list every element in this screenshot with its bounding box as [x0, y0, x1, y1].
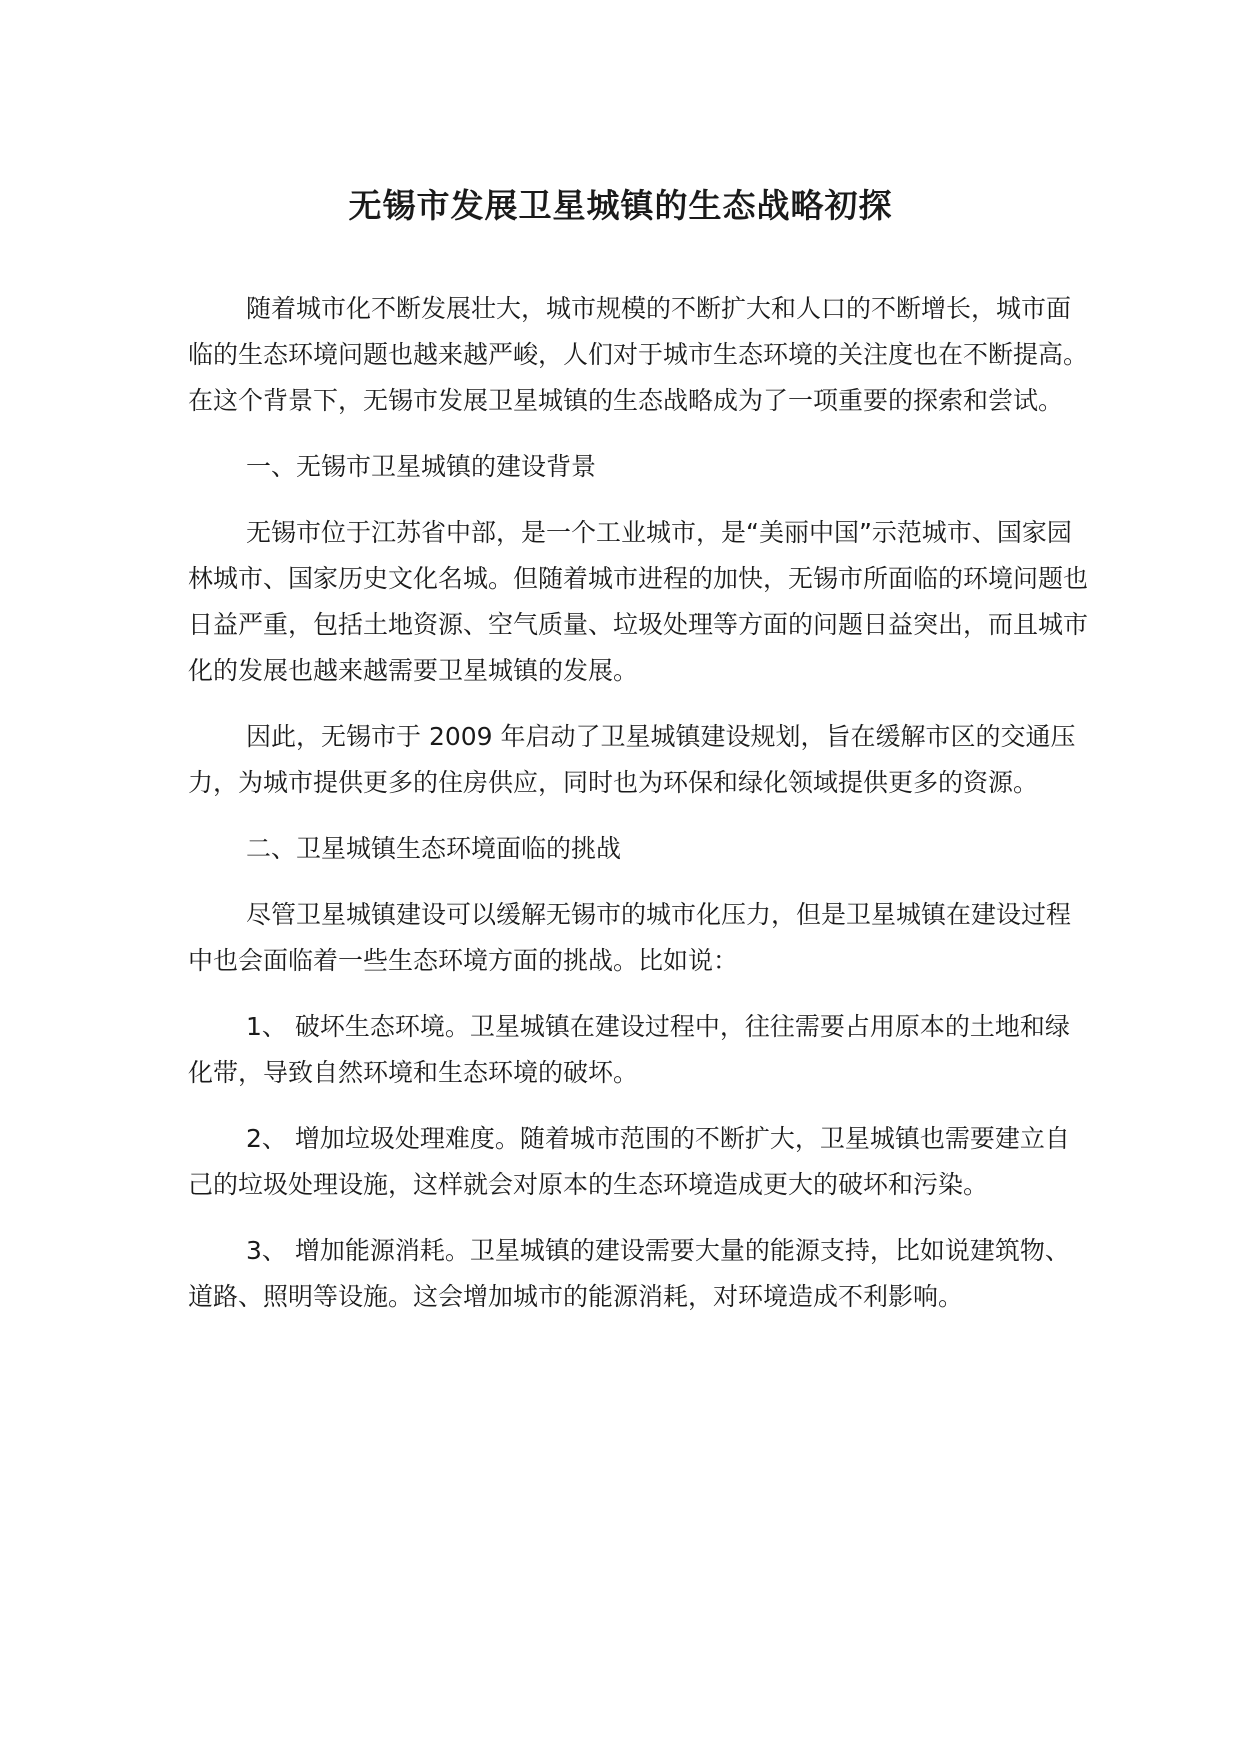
background-paragraph-1: 无锡市位于江苏省中部，是一个工业城市，是“美丽中国”示范城市、国家园林城市、国家历史文化名城。但随着城市进程的加快，无锡市所面临的环境问题也日益严重，包括土地资源、空气质量、垃圾处理等方面的问题日益突出，而且城市化的发展也越来越需要卫星城镇的发展。 — [188, 518, 1089, 685]
challenge-item-2: 2、 增加垃圾处理难度。随着城市范围的不断扩大，卫星城镇也需要建立自己的垃圾处理设施，这样就会对原本的生态环境造成更大的破坏和污染。 — [188, 1124, 1070, 1199]
challenge-item-3: 3、 增加能源消耗。卫星城镇的建设需要大量的能源支持，比如说建筑物、道路、照明等设施。这会增加城市的能源消耗，对环境造成不利影响。 — [188, 1236, 1070, 1311]
challenges-paragraph: 尽管卫星城镇建设可以缓解无锡市的城市化压力，但是卫星城镇在建设过程中也会面临着一些生态环境方面的挑战。比如说： — [188, 900, 1072, 975]
document-body — [188, 286, 1088, 1340]
section-heading-challenges: 二、卫星城镇生态环境面临的挑战 — [246, 834, 622, 863]
challenge-item-1: 1、 破坏生态环境。卫星城镇在建设过程中，往往需要占用原本的土地和绿化带，导致自然环境和生态环境的破坏。 — [188, 1012, 1070, 1087]
document-title: 无锡市发展卫星城镇的生态战略初探 — [348, 186, 893, 225]
section-heading-background: 一、无锡市卫星城镇的建设背景 — [246, 452, 597, 481]
intro-paragraph: 随着城市化不断发展壮大，城市规模的不断扩大和人口的不断增长，城市面临的生态环境问题也越来越严峻，人们对于城市生态环境的关注度也在不断提高。在这个背景下，无锡市发展卫星城镇的生态战略成为了一项重要的探索和尝试。 — [188, 294, 1089, 415]
background-paragraph-2: 因此，无锡市于 2009 年启动了卫星城镇建设规划，旨在缓解市区的交通压力，为城市提供更多的住房供应，同时也为环保和绿化领域提供更多的资源。 — [188, 722, 1076, 797]
